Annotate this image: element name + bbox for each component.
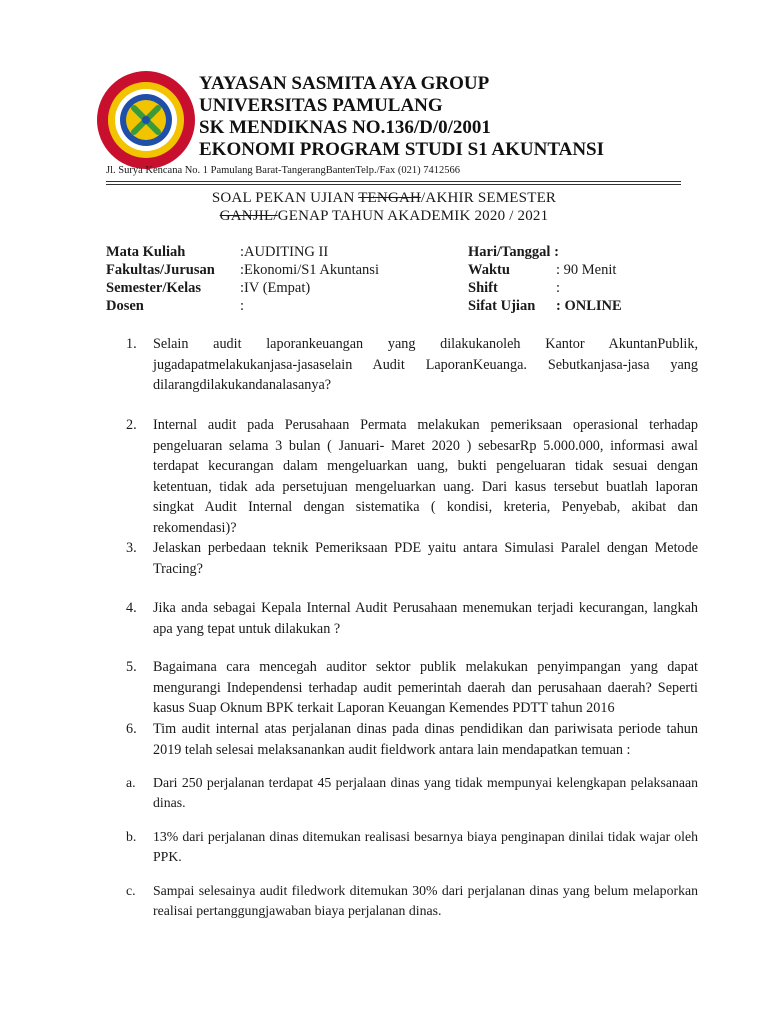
info-label-shift: Shift [468,280,498,296]
question-3 [106,538,698,579]
info-value-faculty: :Ekonomi/S1 Akuntansi [240,262,379,278]
question-2 [106,415,698,538]
info-label-date: Hari/Tanggal : [468,244,559,260]
info-value-semester: :IV (Empat) [240,280,311,296]
question-text: Internal audit pada Perusahaan Permata melakukan pemeriksaan operasional terhadap pengeluaran selama 3 bulan ( Januari- Maret 2020 ) sebesarRp 5.000.000, informasi awal terdapat kecurangan dalam mengeluarkan uang, bukti pengeluaran tidak sesuai dengan ketentuan, tidak ada persetujuan mengeluarkan uang. Dari kasus tersebut buatlah laporan singkat Audit Internal dengan sistematika ( kondisi, kreteria, Penyebab, akibat dan rekomendasi)? [153,417,698,536]
question-6 [106,719,698,760]
finding-text: 13% dari perjalanan dinas ditemukan realisasi besarnya biaya penginapan dinilai tidak wajar oleh PPK. [153,829,698,864]
header-rule [106,181,681,182]
question-number: 6. [126,721,137,737]
question-text: Selain audit laporankeuangan yang dilakukanoleh Kantor AkuntanPublik, jugadapatmelakukanjasa-jasaselain Audit LaporanKeuanga. Sebutkanjasa-jasa yang dilarangdilakukandanalasanya? [153,336,698,393]
info-label-lecturer: Dosen [106,298,144,314]
info-value-shift: : [556,280,561,296]
decree-number: SK MENDIKNAS NO.136/D/0/2001 [199,117,491,138]
info-label-faculty: Fakultas/Jurusan [106,262,215,278]
question-text: Jika anda sebagai Kepala Internal Audit Perusahaan menemukan terjadi kecurangan, langkah apa yang tepat untuk dilakukan ? [153,600,698,637]
finding-a [106,773,698,813]
header-rule-2 [106,184,681,185]
exam-title-line1: SOAL PEKAN UJIAN TENGAH/AKHIR SEMESTER [211,190,557,206]
question-text: Jelaskan perbedaan teknik Pemeriksaan PDE yaitu antara Simulasi Paralel dengan Metode Tracing? [153,540,698,577]
finding-text: Dari 250 perjalanan terdapat 45 perjalaan dinas yang tidak mempunyai kelengkapan pelaksanaan dinas. [153,775,698,810]
finding-c [106,881,698,921]
finding-b [106,827,698,867]
finding-letter: c. [126,883,136,898]
question-number: 1. [126,336,137,352]
question-number: 5. [126,659,137,675]
info-label-time: Waktu [468,262,510,278]
question-text: Tim audit internal atas perjalanan dinas pada dinas pendidikan dan pariwisata periode tahun 2019 telah selesai melaksanankan audit fieldwork antara lain mendapatkan temuan : [153,721,698,758]
question-number: 2. [126,417,137,433]
question-4 [106,598,698,639]
info-label-semester: Semester/Kelas [106,280,202,296]
info-value-course: :AUDITING II [240,244,329,260]
address-line: Jl. Surya Kencana No. 1 Pamulang Barat-TangerangBantenTelp./Fax (021) 7412566 [106,165,460,176]
org-name: YAYASAN SASMITA AYA GROUP [199,73,490,94]
question-number: 3. [126,540,137,556]
question-5 [106,657,698,719]
exam-title-line2: GANJIL/GENAP TAHUN AKADEMIK 2020 / 2021 [219,208,549,224]
finding-text: Sampai selesainya audit filedwork ditemukan 30% dari perjalanan dinas yang belum melaporkan realisai pertanggungjawaban biaya perjalanan dinas. [153,883,698,918]
finding-letter: b. [126,829,137,844]
faculty-program: EKONOMI PROGRAM STUDI S1 AKUNTANSI [199,139,605,160]
finding-letter: a. [126,775,136,790]
info-label-exam-type: Sifat Ujian [468,298,536,314]
info-value-time: : 90 Menit [556,262,617,278]
info-value-lecturer: : [240,298,245,314]
info-value-exam-type: : ONLINE [556,298,622,314]
question-number: 4. [126,600,137,616]
question-text: Bagaimana cara mencegah auditor sektor publik melakukan penyimpangan yang dapat mengurangi Independensi terhadap audit pemerintah daerah dan perusahaan daerah? Seperti kasus Suap Oknum BPK terkait Laporan Keuangan Kemendes PDTT tahun 2016 [153,659,698,716]
info-label-course: Mata Kuliah [106,244,186,260]
university-name: UNIVERSITAS PAMULANG [199,95,443,116]
university-seal-icon [96,70,196,170]
question-1 [106,334,698,396]
